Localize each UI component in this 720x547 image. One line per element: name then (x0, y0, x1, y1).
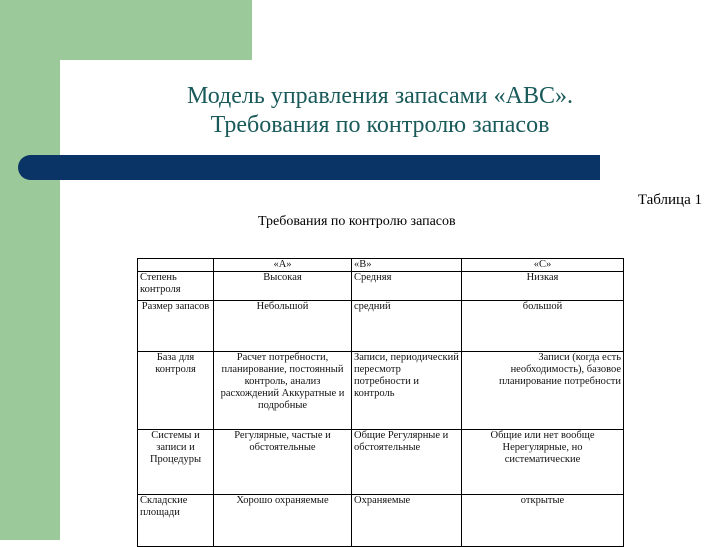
table-cell: средний (352, 301, 462, 352)
table-cell: Низкая (462, 272, 624, 301)
decor-green-left (0, 0, 60, 540)
table-cell: Общие Регулярные и обстоятельные (352, 430, 462, 495)
table-cell: Складские площади (138, 495, 214, 547)
table-label: Таблица 1 (637, 192, 702, 208)
table-cell: Регулярные, частые и обстоятельные (214, 430, 352, 495)
table-cell: открытые (462, 495, 624, 547)
table-row (138, 430, 624, 495)
header-cell (138, 259, 214, 272)
table-cell: Размер запасов (138, 301, 214, 352)
table-cell: Средняя (352, 272, 462, 301)
table-cell: Высокая (214, 272, 352, 301)
table-cell: Общие или нет вообще Нерегулярные, но систематические (462, 430, 624, 495)
table-caption: Требования по контролю запасов (258, 214, 456, 229)
decor-navy-bar (18, 155, 600, 180)
table-cell: Записи, периодический пересмотр потребности и контроль (352, 352, 462, 430)
header-cell: «А» (214, 259, 352, 272)
table-header-row (138, 259, 624, 272)
table-cell: Небольшой (214, 301, 352, 352)
title-line-1: Модель управления запасами «ABC». (187, 83, 573, 109)
table-cell: Степень контроля (138, 272, 214, 301)
requirements-table (137, 258, 624, 547)
table-cell: База для контроля (138, 352, 214, 430)
table-cell: Охраняемые (352, 495, 462, 547)
table-row (138, 495, 624, 547)
table-row (138, 301, 624, 352)
table-cell: большой (462, 301, 624, 352)
table-cell: Хорошо охраняемые (214, 495, 352, 547)
table-row (138, 352, 624, 430)
header-cell: «В» (352, 259, 462, 272)
table-cell: Расчет потребности, планирование, постоянный контроль, анализ расхождений Аккуратные и подробные (214, 352, 352, 430)
title-line-2: Требования по контролю запасов (210, 112, 550, 138)
slide-title (100, 82, 660, 140)
header-cell: «С» (462, 259, 624, 272)
table-cell: Записи (когда есть необходимость), базовое планирование потребности (462, 352, 624, 430)
decor-corner (60, 60, 100, 100)
table-cell: Системы и записи и Процедуры (138, 430, 214, 495)
table-row (138, 272, 624, 301)
